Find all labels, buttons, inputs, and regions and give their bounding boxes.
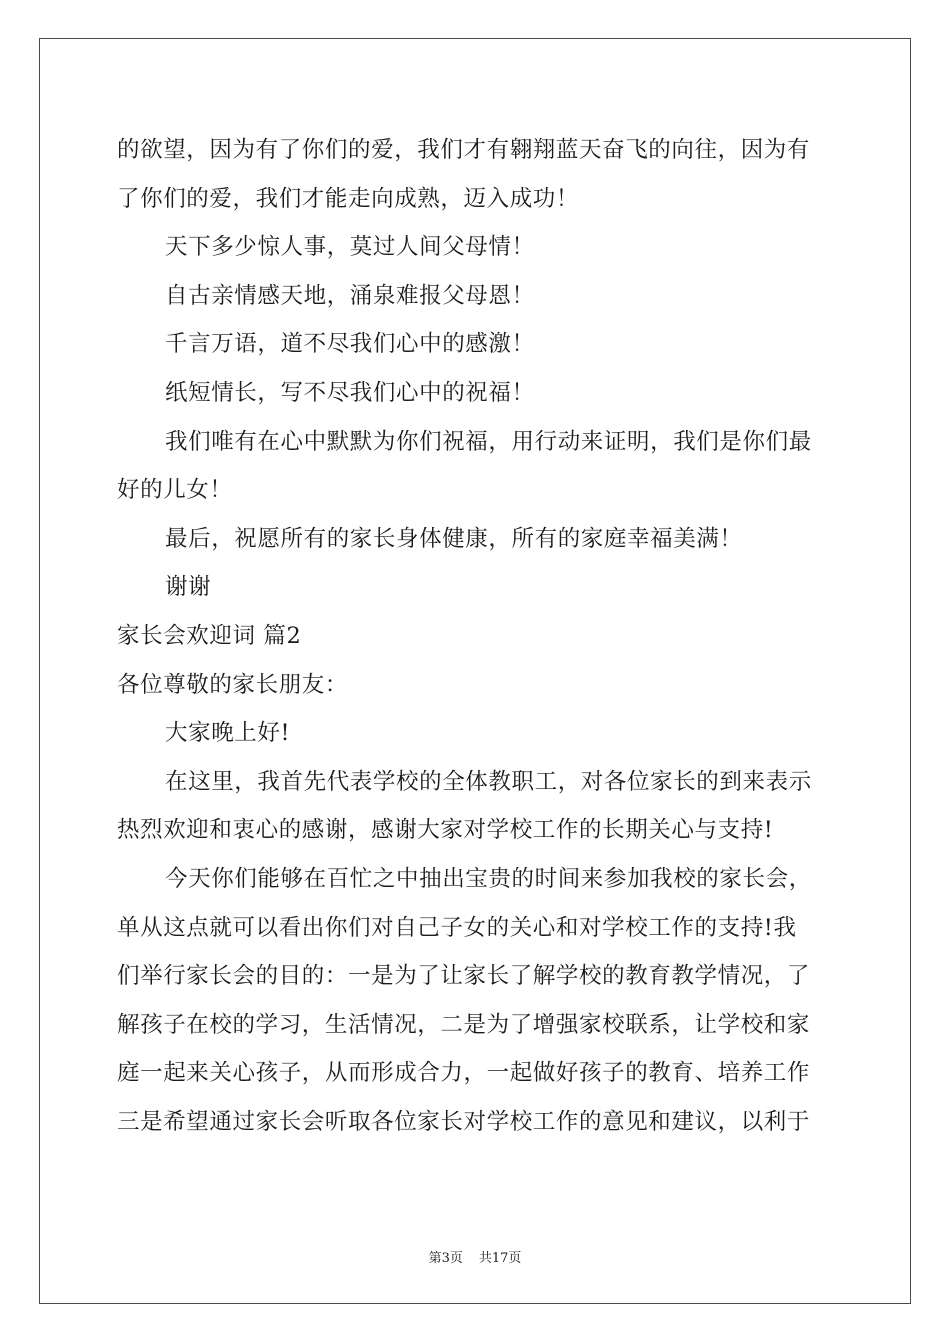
text-line: 自古亲情感天地，涌泉难报父母恩！ <box>165 282 535 309</box>
text-line: 了你们的爱，我们才能走向成熟，迈入成功！ <box>117 185 580 212</box>
text-line: 好的儿女！ <box>117 477 233 504</box>
section-heading: 家长会欢迎词 篇2 <box>117 622 302 649</box>
text-line: 热烈欢迎和衷心的感谢，感谢大家对学校工作的长期关心与支持! <box>117 817 774 844</box>
text-line: 谢谢 <box>165 574 212 601</box>
text-line: 最后，祝愿所有的家长身体健康，所有的家庭幸福美满！ <box>165 525 743 552</box>
document-body <box>117 126 837 1146</box>
text-line: 解孩子在校的学习，生活情况，二是为了增强家校联系，让学校和家 <box>117 1011 811 1038</box>
page-total: 共17页 <box>478 1251 522 1266</box>
text-line: 庭一起来关心孩子，从而形成合力，一起做好孩子的教育、培养工作 <box>117 1060 811 1087</box>
text-line: 们举行家长会的目的：一是为了让家长了解学校的教育教学情况，了 <box>117 963 811 990</box>
text-line: 今天你们能够在百忙之中抽出宝贵的时间来参加我校的家长会， <box>165 865 812 892</box>
text-line: 的欲望，因为有了你们的爱，我们才有翱翔蓝天奋飞的向往，因为有 <box>117 137 811 163</box>
text-line: 天下多少惊人事，莫过人间父母情！ <box>165 234 535 261</box>
text-line: 千言万语，道不尽我们心中的感激！ <box>165 331 535 358</box>
page-number: 第3页 <box>428 1251 463 1266</box>
text-line: 大家晚上好! <box>165 720 291 747</box>
text-line: 纸短情长，写不尽我们心中的祝福！ <box>165 379 535 406</box>
salutation: 各位尊敬的家长朋友： <box>117 671 349 698</box>
page-footer <box>0 1247 950 1266</box>
text-line: 三是希望通过家长会听取各位家长对学校工作的意见和建议，以利于 <box>117 1108 811 1135</box>
text-line: 我们唯有在心中默默为你们祝福，用行动来证明，我们是你们最 <box>165 428 812 455</box>
text-line: 单从这点就可以看出你们对自己子女的关心和对学校工作的支持!我 <box>117 914 797 941</box>
text-line: 在这里，我首先代表学校的全体教职工，对各位家长的到来表示 <box>165 768 812 795</box>
